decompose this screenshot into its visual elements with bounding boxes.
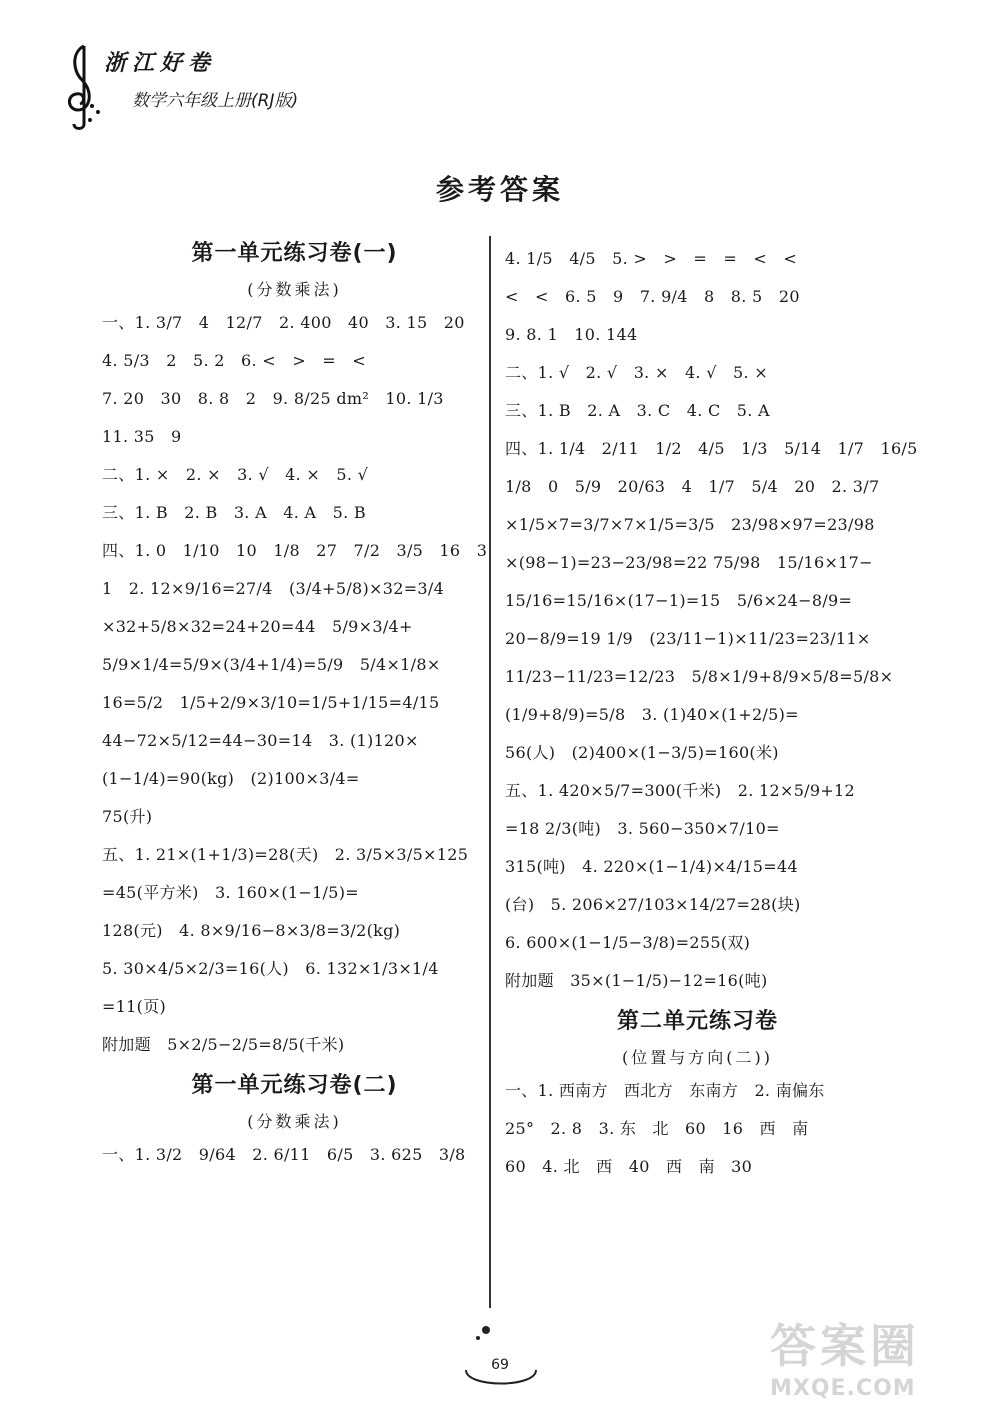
section-heading: 第一单元练习卷(一): [191, 241, 398, 266]
answer-line: 11. 35 9: [102, 427, 182, 447]
answer-line: ×(98−1)=23−23/98=22 75/98 15/16×17−: [505, 553, 873, 573]
watermark-logo-text: 答案圈: [770, 1319, 920, 1373]
treble-clef-icon: [60, 40, 104, 130]
answer-line: 五、1. 21×(1+1/3)=28(天) 2. 3/5×3/5×125: [102, 845, 469, 865]
answer-line: 4. 5/3 2 5. 2 6. < > = <: [102, 351, 366, 371]
answer-line: (1−1/4)=90(kg) (2)100×3/4=: [102, 769, 360, 789]
watermark-url: MXQE.COM: [770, 1376, 916, 1401]
answer-line: 二、1. √ 2. √ 3. × 4. √ 5. ×: [505, 363, 768, 383]
page-ornament-icon: [456, 1320, 546, 1390]
section-heading: 第一单元练习卷(二): [191, 1073, 398, 1098]
answer-line: 5. 30×4/5×2/3=16(人) 6. 132×1/3×1/4: [102, 959, 439, 979]
answer-line: 4. 1/5 4/5 5. > > = = < <: [505, 249, 798, 269]
answer-line: 44−72×5/12=44−30=14 3. (1)120×: [102, 731, 419, 751]
answer-line: 6. 600×(1−1/5−3/8)=255(双): [505, 933, 751, 953]
answer-line: 附加题 35×(1−1/5)−12=16(吨): [505, 971, 768, 991]
answer-line: 56(人) (2)400×(1−3/5)=160(米): [505, 743, 779, 763]
answer-line: =18 2/3(吨) 3. 560−350×7/10=: [505, 819, 780, 839]
page-header: [60, 40, 380, 130]
answer-line: 三、1. B 2. B 3. A 4. A 5. B: [102, 503, 366, 523]
page-title: 参考答案: [435, 173, 564, 206]
answer-line: =11(页): [102, 997, 167, 1017]
answer-line: (1/9+8/9)=5/8 3. (1)40×(1+2/5)=: [505, 705, 799, 725]
answer-line: 一、1. 3/2 9/64 2. 6/11 6/5 3. 625 3/8: [102, 1145, 466, 1165]
answer-line: (台) 5. 206×27/103×14/27=28(块): [505, 895, 801, 915]
answer-line: 20−8/9=19 1/9 (23/11−1)×11/23=23/11×: [505, 629, 871, 649]
book-subtitle: 数学六年级上册(RJ版): [132, 91, 299, 111]
answer-line: 四、1. 1/4 2/11 1/2 4/5 1/3 5/14 1/7 16/5: [505, 439, 918, 459]
answer-line: 五、1. 420×5/7=300(千米) 2. 12×5/9+12: [505, 781, 856, 801]
answer-line: 25° 2. 8 3. 东 北 60 16 西 南: [505, 1119, 809, 1139]
answer-line: 7. 20 30 8. 8 2 9. 8/25 dm² 10. 1/3: [102, 389, 444, 409]
answer-line: 一、1. 西南方 西北方 东南方 2. 南偏东: [505, 1081, 825, 1101]
answer-line: 9. 8. 1 10. 144: [505, 325, 638, 345]
answer-line: 11/23−11/23=12/23 5/8×1/9+8/9×5/8=5/8×: [505, 667, 894, 687]
section-subheading: (分数乘法): [247, 280, 342, 299]
answer-line: ×32+5/8×32=24+20=44 5/9×3/4+: [102, 617, 413, 637]
right-column: [505, 236, 918, 1190]
answer-line: ×1/5×7=3/7×7×1/5=3/5 23/98×97=23/98: [505, 515, 875, 535]
answer-line: 四、1. 0 1/10 10 1/8 27 7/2 3/5 16 3: [102, 541, 488, 561]
answer-line: 1 2. 12×9/16=27/4 (3/4+5/8)×32=3/4: [102, 579, 445, 599]
answer-line: 75(升): [102, 807, 153, 827]
section-subheading: (分数乘法): [247, 1112, 342, 1131]
answer-line: 128(元) 4. 8×9/16−8×3/8=3/2(kg): [102, 921, 401, 941]
answer-line: 315(吨) 4. 220×(1−1/4)×4/15=44: [505, 857, 798, 877]
page-number: 69: [491, 1357, 509, 1373]
left-column: [102, 230, 487, 1178]
answer-line: 5/9×1/4=5/9×(3/4+1/4)=5/9 5/4×1/8×: [102, 655, 441, 675]
answer-line: < < 6. 5 9 7. 9/4 8 8. 5 20: [505, 287, 800, 307]
answer-line: 15/16=15/16×(17−1)=15 5/6×24−8/9=: [505, 591, 853, 611]
answer-line: 二、1. × 2. × 3. √ 4. × 5. √: [102, 465, 369, 485]
answer-line: 1/8 0 5/9 20/63 4 1/7 5/4 20 2. 3/7: [505, 477, 880, 497]
watermark: [770, 1310, 980, 1402]
answer-line: 附加题 5×2/5−2/5=8/5(千米): [102, 1035, 345, 1055]
answer-line: 16=5/2 1/5+2/9×3/10=1/5+1/15=4/15: [102, 693, 440, 713]
answer-line: 一、1. 3/7 4 12/7 2. 400 40 3. 15 20: [102, 313, 465, 333]
answer-line: =45(平方米) 3. 160×(1−1/5)=: [102, 883, 359, 903]
section-heading: 第二单元练习卷: [616, 1009, 778, 1034]
answer-line: 60 4. 北 西 40 西 南 30: [505, 1157, 753, 1177]
column-divider: [489, 236, 491, 1308]
brand-title: 浙江好卷: [104, 51, 217, 76]
answer-line: 三、1. B 2. A 3. C 4. C 5. A: [505, 401, 770, 421]
section-subheading: (位置与方向(二)): [622, 1048, 773, 1067]
